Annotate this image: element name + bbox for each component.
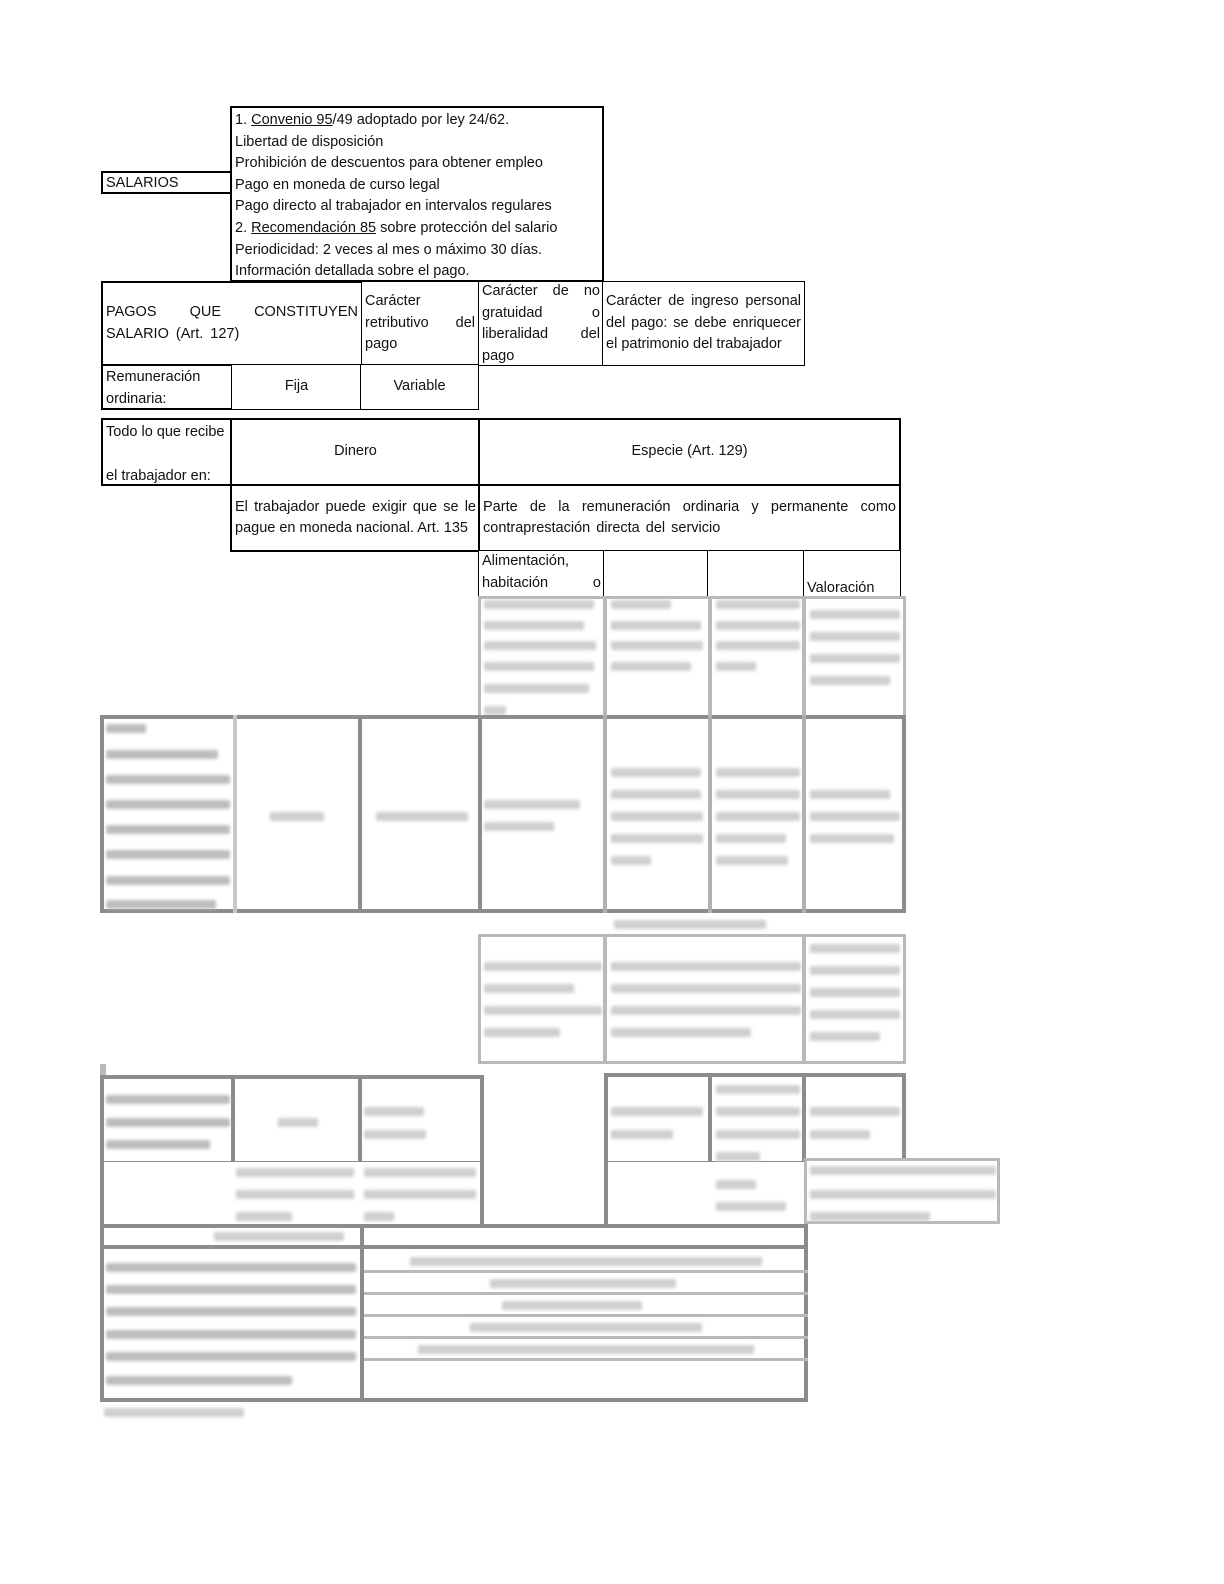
valoracion-cell	[803, 550, 901, 598]
salarios-line: Libertad de disposición	[235, 133, 384, 150]
recomendacion-line: 2. Recomendación 85 sobre protección del salario	[235, 219, 558, 236]
especie-subcol-3	[707, 550, 805, 598]
especie-cell	[478, 418, 901, 486]
especie-subcol-2	[603, 550, 709, 598]
caracter-retributivo: Carácter retributivo del pago	[365, 293, 475, 353]
salarios-line: Periodicidad: 2 veces al mes o máximo 30 días.	[235, 241, 543, 258]
dinero-desc: El trabajador puede exigir que se le pague en moneda nacional. Art. 135	[235, 498, 476, 536]
variable-label: Variable	[393, 378, 446, 395]
salarios-label-cell	[101, 171, 233, 194]
valoracion-label: Valoración	[807, 580, 875, 596]
salarios-line: Prohibición de descuentos para obtener empleo	[235, 155, 543, 172]
salarios-line: Información detallada sobre el pago.	[235, 263, 470, 280]
salarios-label: SALARIOS	[106, 175, 179, 191]
dinero-cell	[230, 418, 481, 486]
caracter-retributivo-cell	[361, 281, 479, 366]
dinero-desc-cell	[230, 484, 481, 552]
pagos-title-cell	[101, 281, 363, 366]
ingreso-personal: Carácter de ingreso personal del pago: se debe enriquecer el patrimonio del trabajador	[606, 293, 801, 353]
especie-desc-cell	[478, 484, 901, 552]
salarios-description-cell	[230, 106, 604, 282]
recomendacion-link[interactable]: Recomendación 85	[251, 219, 377, 236]
variable-cell	[360, 364, 479, 410]
pagos-title: PAGOS QUE CONSTITUYEN SALARIO (Art. 127)	[106, 304, 358, 342]
remuneracion-label: Remuneración ordinaria:	[106, 369, 201, 407]
fija-label: Fija	[284, 378, 309, 395]
fija-cell	[231, 364, 362, 410]
dinero-label: Dinero	[334, 443, 377, 460]
alimentacion-cell	[478, 550, 605, 598]
especie-desc: Parte de la remuneración ordinaria y permanente como contraprestación directa del servicio	[483, 498, 896, 536]
todo-line1: Todo lo que recibe	[106, 424, 225, 440]
especie-label: Especie (Art. 129)	[631, 443, 748, 460]
convenio-line: 1. Convenio 95/49 adoptado por ley 24/62.	[235, 112, 510, 128]
alimentacion-label: Alimentación, habitación o	[482, 553, 601, 591]
todo-label-cell	[101, 418, 233, 486]
no-gratuidad-cell	[478, 281, 604, 366]
remuneracion-label-cell	[101, 364, 233, 410]
salarios-line: Pago en moneda de curso legal	[235, 176, 440, 193]
no-gratuidad: Carácter de no gratuidad o liberalidad del pago	[482, 283, 600, 364]
todo-line2: el trabajador en:	[106, 467, 211, 484]
convenio-link[interactable]: Convenio 95	[251, 112, 333, 128]
ingreso-personal-cell	[602, 281, 805, 366]
salarios-line: Pago directo al trabajador en intervalos regulares	[235, 198, 552, 215]
